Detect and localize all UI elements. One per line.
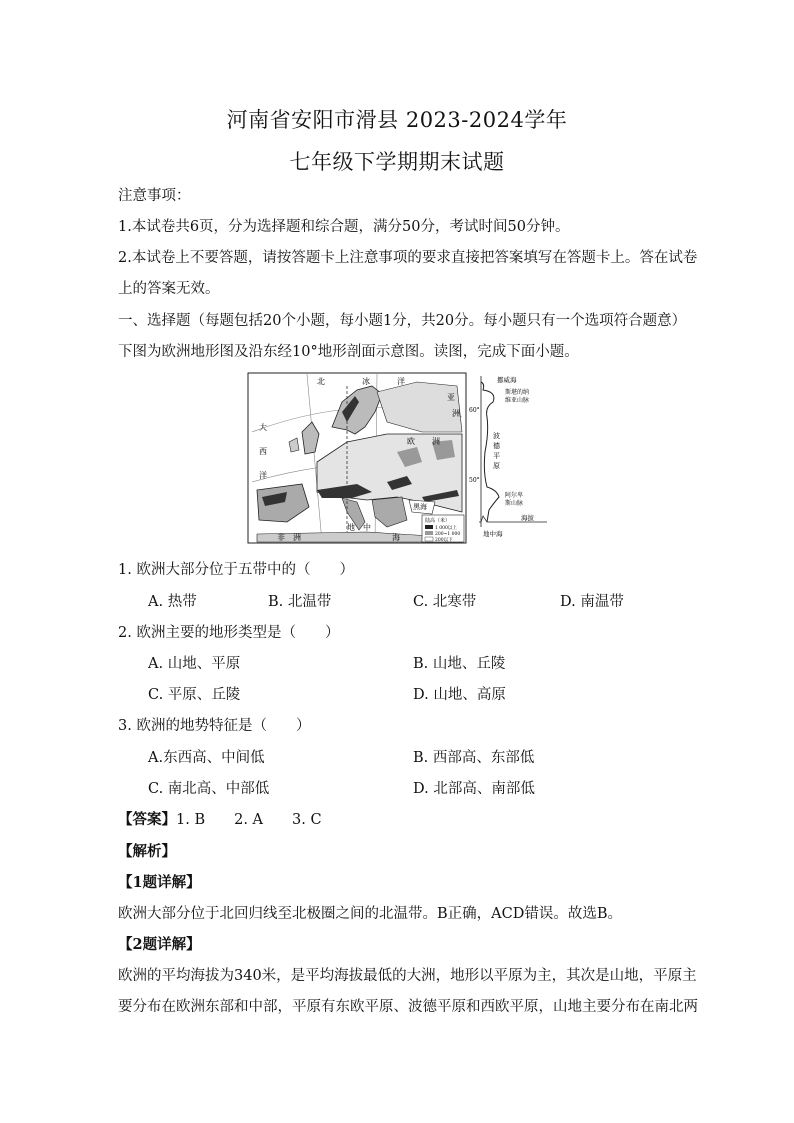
legend-title: 陆高（米）	[425, 518, 451, 524]
analysis-heading: 【解析】	[118, 843, 176, 860]
profile-elevation: 海拔	[521, 514, 534, 522]
question-2-stem: 2. 欧洲主要的地形类型是（ ）	[118, 625, 340, 641]
question-3-stem: 3. 欧洲的地势特征是（ ）	[118, 718, 311, 734]
q1-detail-text: 欧洲大部分位于北回归线至北极圈之间的北温带。B正确，ACD错误。故选B。	[118, 906, 622, 922]
section1-heading: 一、选择题（每题包括20个小题，每小题1分，共20分。每小题只有一个选项符合题意）	[118, 313, 687, 329]
notes-item-1: 1.本试卷共6页，分为选择题和综合题，满分50分，考试时间50分钟。	[118, 219, 570, 235]
profile-polish-2: 德	[493, 442, 500, 450]
q2-detail-line2: 要分布在欧洲东部和中部，平原有东欧平原、波德平原和西欧平原，山地主要分布在南北两	[118, 999, 698, 1015]
profile-alps-2: 斯山脉	[505, 500, 524, 507]
question-1-option-c: C. 北寒带	[413, 594, 477, 610]
profile-baseline	[479, 516, 547, 522]
legend-mid: 200~1 000	[435, 532, 461, 537]
europe-map-figure	[247, 372, 547, 544]
label-north: 北	[317, 377, 325, 386]
question-3-option-a: A.东西高、中间低	[148, 750, 265, 766]
label-ocean: 洋	[397, 377, 405, 386]
section1-intro: 下图为欧洲地形图及沿东经10°地形剖面示意图。读图，完成下面小题。	[118, 344, 579, 360]
q1-detail-heading: 【1题详解】	[118, 874, 201, 891]
question-1-option-a: A. 热带	[148, 594, 197, 610]
exam-title-line1: 河南省安阳市滑县 2023-2024学年	[226, 108, 568, 132]
question-1-option-d: D. 南温带	[560, 594, 624, 610]
question-1-option-b: B. 北温带	[268, 594, 332, 610]
notes-heading: 注意事项：	[118, 188, 191, 204]
question-3-option-b: B. 西部高、东部低	[413, 750, 535, 766]
question-2-option-c: C. 平原、丘陵	[148, 687, 241, 703]
label-africa: 非 洲	[277, 533, 301, 542]
profile-polish-1: 波	[493, 432, 500, 440]
legend-low: 200以下	[435, 538, 453, 543]
label-med-sea: 地 中	[347, 523, 371, 532]
profile-alps-1: 阿尔卑	[505, 492, 524, 499]
profile-lat50: 50°	[469, 477, 480, 484]
label-ice: 冰	[362, 377, 370, 386]
question-2-option-d: D. 山地、高原	[413, 687, 506, 703]
question-2-option-a: A. 山地、平原	[148, 656, 241, 672]
answer-values: 1. B 2. A 3. C	[176, 812, 322, 828]
q2-detail-heading: 【2题详解】	[118, 936, 201, 953]
terrain-profile	[469, 375, 547, 538]
profile-lat60: 60°	[469, 407, 480, 414]
profile-mediterranean: 地中海	[483, 530, 503, 538]
legend-high: 1 000以上	[435, 526, 457, 531]
notes-item-2-line1: 2.本试卷上不要答题，请按答题卡上注意事项的要求直接把答案填写在答题卡上。答在试卷	[118, 250, 698, 266]
question-3-option-c: C. 南北高、中部低	[148, 781, 270, 797]
question-2-option-b: B. 山地、丘陵	[413, 656, 506, 672]
label-black-sea: 黑海	[413, 503, 427, 511]
answer-line	[118, 810, 680, 830]
profile-scandinavian-1: 斯堪的纳	[505, 389, 530, 396]
profile-scandinavian-2: 维亚山脉	[505, 397, 530, 404]
profile-norwegian-sea: 挪威海	[497, 376, 517, 384]
q2-detail-line1: 欧洲的平均海拔为340米，是平均海拔最低的大洲，地形以平原为主，其次是山地，平原主	[118, 968, 697, 984]
label-europe-1: 欧	[407, 437, 415, 446]
profile-polish-4: 原	[493, 462, 500, 470]
label-zhou: 洲	[452, 409, 460, 418]
question-1-stem: 1. 欧洲大部分位于五带中的（ ）	[118, 562, 354, 578]
label-atlantic-1: 大	[259, 423, 267, 432]
answer-label: 【答案】	[118, 811, 176, 828]
question-3-option-d: D. 北部高、南部低	[413, 781, 535, 797]
exam-title-line2: 七年级下学期期末试题	[289, 150, 505, 174]
notes-item-2-line2: 上的答案无效。	[118, 281, 220, 297]
label-europe-2: 洲	[432, 437, 440, 446]
map-legend	[422, 515, 464, 543]
label-hai: 海	[392, 533, 400, 542]
profile-polish-3: 平	[493, 452, 500, 460]
label-asia: 亚	[447, 393, 455, 402]
label-atlantic-3: 洋	[259, 471, 267, 480]
label-atlantic-2: 西	[259, 447, 267, 456]
